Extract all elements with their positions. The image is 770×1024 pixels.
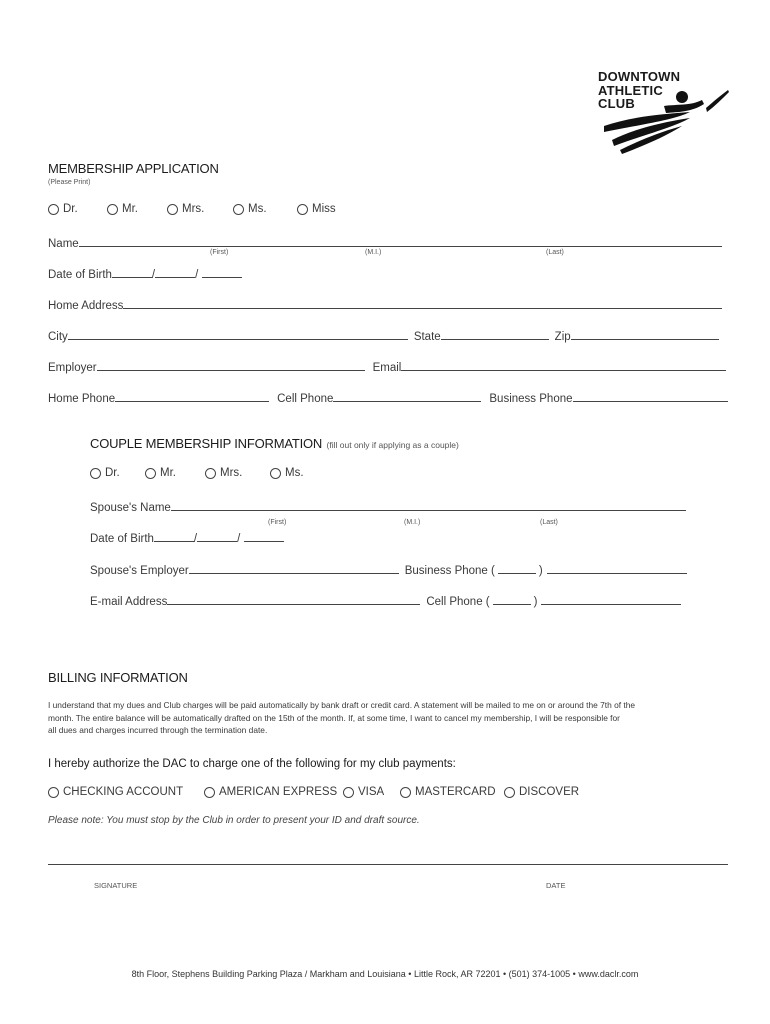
radio-circle-icon	[205, 468, 216, 479]
radio-label: Dr.	[63, 203, 78, 215]
spouse-radio-dr[interactable]	[90, 467, 120, 479]
logo-wordmark	[598, 70, 680, 111]
cell-phone-field[interactable]	[333, 389, 481, 402]
spouse-email-label: E-mail Address	[90, 596, 168, 608]
billing-paragraph-line: all dues and charges incurred through the termination date.	[48, 725, 268, 735]
dob-year-field[interactable]	[202, 265, 242, 278]
spouse-business-phone-field[interactable]	[547, 561, 687, 574]
home-address-row	[48, 296, 722, 312]
spouse-email-row	[90, 592, 681, 608]
state-label: State	[413, 331, 441, 343]
radio-label: Miss	[312, 203, 336, 215]
billing-paragraph-line: month. The entire balance will be automatically drafted on the 15th of the month. If, at some time, I want to cancel my membership, I will be responsible for	[48, 712, 620, 723]
footer-address: 8th Floor, Stephens Building Parking Plaza / Markham and Louisiana • Little Rock, AR 72201 • (501) 374-1005 • www.daclr.com	[131, 969, 639, 979]
dob-month-field[interactable]	[112, 265, 152, 278]
logo-line-1: DOWNTOWN	[598, 69, 681, 84]
spouse-dob-row	[90, 529, 284, 545]
spouse-dob-label: Date of Birth	[90, 533, 154, 545]
please-note: Please note: You must stop by the Club in order to present your ID and draft source.	[48, 815, 420, 826]
city-label: City	[48, 331, 68, 343]
first-caption: (First)	[210, 249, 229, 256]
radio-mrs[interactable]	[167, 203, 204, 215]
spouse-name-row	[90, 498, 686, 514]
spouse-radio-mrs[interactable]	[205, 467, 242, 479]
employer-email-row	[48, 358, 726, 374]
business-phone-field[interactable]	[573, 389, 728, 402]
email-label: Email	[372, 362, 402, 374]
spouse-employer-label: Spouse's Employer	[90, 565, 189, 577]
dob-day-field[interactable]	[155, 265, 195, 278]
mi-caption: (M.I.)	[365, 249, 382, 256]
couple-title: COUPLE MEMBERSHIP INFORMATION	[90, 436, 323, 451]
couple-section-header	[90, 435, 459, 453]
employer-field[interactable]	[97, 358, 365, 371]
home-address-label: Home Address	[48, 300, 124, 312]
state-field[interactable]	[441, 327, 549, 340]
spouse-employer-row	[90, 561, 687, 577]
cell-phone-label: Cell Phone	[277, 393, 334, 405]
spouse-cell-area-code-field[interactable]	[493, 592, 531, 605]
radio-circle-icon	[504, 787, 515, 798]
spouse-last-caption: (Last)	[540, 519, 558, 526]
radio-circle-icon	[297, 204, 308, 215]
logo-line-3: CLUB	[598, 96, 635, 111]
radio-circle-icon	[343, 787, 354, 798]
payment-discover[interactable]	[504, 786, 579, 798]
radio-circle-icon	[48, 787, 59, 798]
radio-circle-icon	[270, 468, 281, 479]
zip-label: Zip	[554, 331, 571, 343]
paren-close: )	[533, 596, 538, 608]
payment-mastercard[interactable]	[400, 786, 496, 798]
dob-row	[48, 265, 242, 281]
radio-label: VISA	[358, 786, 385, 798]
radio-label: Mr.	[160, 467, 176, 479]
logo-line-2: ATHLETIC	[598, 82, 663, 98]
spouse-employer-field[interactable]	[189, 561, 399, 574]
billing-paragraph-line: I understand that my dues and Club charges will be paid automatically by bank draft or credit card. A statement will be mailed to me on or around the 7th of the	[48, 700, 636, 710]
couple-note: (fill out only if applying as a couple)	[326, 440, 459, 450]
signature-line[interactable]	[48, 864, 728, 865]
radio-circle-icon	[107, 204, 118, 215]
spouse-dob-year-field[interactable]	[244, 529, 284, 542]
payment-amex[interactable]	[204, 786, 337, 798]
last-caption: (Last)	[546, 249, 564, 256]
home-address-field[interactable]	[123, 296, 722, 309]
radio-circle-icon	[48, 204, 59, 215]
spouse-business-phone-label: Business Phone (	[404, 565, 495, 577]
please-print-note: (Please Print)	[48, 179, 91, 186]
spouse-email-field[interactable]	[167, 592, 420, 605]
radio-label: CHECKING ACCOUNT	[63, 786, 184, 798]
spouse-dob-month-field[interactable]	[154, 529, 194, 542]
radio-circle-icon	[204, 787, 215, 798]
authorize-statement: I hereby authorize the DAC to charge one of the following for my club payments:	[48, 758, 456, 770]
radio-circle-icon	[400, 787, 411, 798]
radio-label: DISCOVER	[519, 786, 580, 798]
radio-ms[interactable]	[233, 203, 267, 215]
spouse-business-area-code-field[interactable]	[498, 561, 536, 574]
employer-label: Employer	[48, 362, 97, 374]
email-field[interactable]	[401, 358, 726, 371]
dob-separator: /	[193, 533, 198, 545]
spouse-cell-phone-label: Cell Phone (	[426, 596, 490, 608]
name-label: Name	[48, 238, 79, 250]
date-caption: DATE	[546, 881, 566, 890]
spouse-radio-mr[interactable]	[145, 467, 176, 479]
radio-label: Dr.	[105, 467, 120, 479]
spouse-name-label: Spouse's Name	[90, 502, 171, 514]
radio-label: MASTERCARD	[415, 786, 496, 798]
spouse-mi-caption: (M.I.)	[404, 519, 421, 526]
spouse-first-caption: (First)	[268, 519, 287, 526]
radio-label: Mrs.	[182, 203, 205, 215]
home-phone-label: Home Phone	[48, 393, 116, 405]
billing-title: BILLING INFORMATION	[48, 670, 188, 685]
radio-label: Mrs.	[220, 467, 243, 479]
radio-circle-icon	[233, 204, 244, 215]
radio-label: Mr.	[122, 203, 138, 215]
city-state-zip-row	[48, 327, 719, 343]
radio-label: Ms.	[285, 467, 304, 479]
spouse-dob-day-field[interactable]	[197, 529, 237, 542]
spouse-name-field[interactable]	[171, 498, 686, 511]
radio-label: AMERICAN EXPRESS	[219, 786, 338, 798]
radio-circle-icon	[145, 468, 156, 479]
radio-label: Ms.	[248, 203, 267, 215]
dob-label: Date of Birth	[48, 269, 112, 281]
radio-circle-icon	[167, 204, 178, 215]
radio-mr[interactable]	[107, 203, 138, 215]
radio-miss[interactable]	[297, 203, 336, 215]
name-row	[48, 234, 722, 250]
paren-close: )	[538, 565, 543, 577]
page-title: MEMBERSHIP APPLICATION	[48, 161, 219, 176]
radio-dr[interactable]	[48, 203, 78, 215]
club-logo	[594, 66, 734, 156]
signature-caption: SIGNATURE	[94, 881, 138, 890]
radio-circle-icon	[90, 468, 101, 479]
home-phone-field[interactable]	[115, 389, 269, 402]
city-field[interactable]	[68, 327, 408, 340]
zip-field[interactable]	[571, 327, 719, 340]
payment-checking[interactable]	[48, 786, 183, 798]
phones-row	[48, 389, 728, 405]
billing-paragraph	[48, 699, 738, 737]
spouse-cell-phone-field[interactable]	[541, 592, 681, 605]
dob-separator: /	[237, 533, 241, 545]
payment-visa[interactable]	[343, 786, 384, 798]
spouse-radio-ms[interactable]	[270, 467, 304, 479]
business-phone-label: Business Phone	[489, 393, 573, 405]
dob-separator: /	[195, 269, 199, 281]
name-field[interactable]	[79, 234, 722, 247]
dob-separator: /	[151, 269, 156, 281]
